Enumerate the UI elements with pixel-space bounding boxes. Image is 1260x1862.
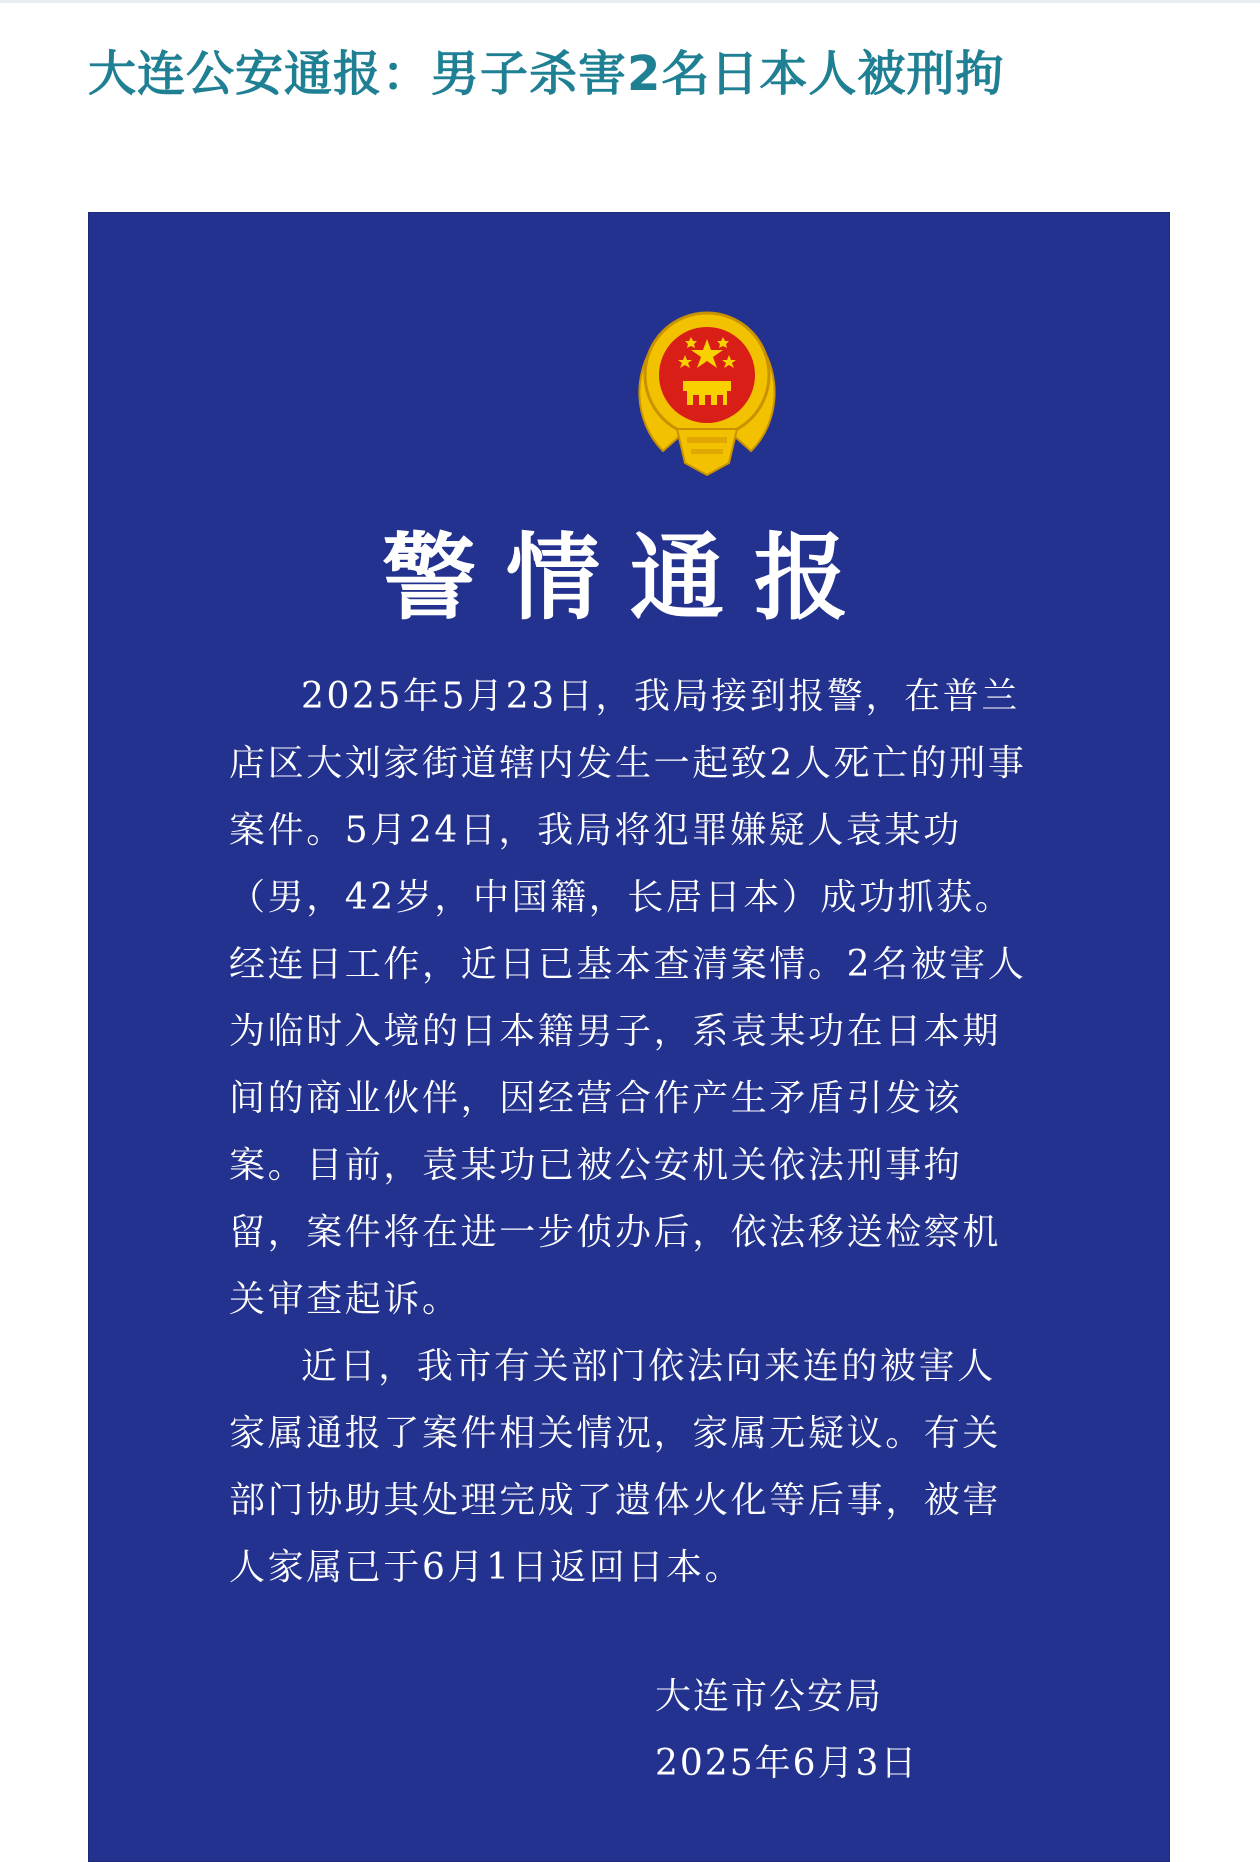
notice-paragraph: 2025年5月23日，我局接到报警，在普兰店区大刘家街道辖内发生一起致2人死亡的刑事案件。5月24日，我局将犯罪嫌疑人袁某功（男，42岁，中国籍，长居日本）成功抓获。经连日工作，近日已基本查清案情。2名被害人为临时入境的日本籍男子，系袁某功在日本期间的商业伙伴，因经营合作产生矛盾引发该案。目前，袁某功已被公安机关依法刑事拘留，案件将在进一步侦办后，依法移送检察机关审查起诉。 <box>229 676 1027 1320</box>
notice-signature <box>89 1663 1170 1797</box>
top-divider <box>0 0 1260 3</box>
notice-title: 警情通报 <box>381 523 878 633</box>
notice-body <box>229 663 1031 1601</box>
article-headline: 大连公安通报：男子杀害2名日本人被刑拘 <box>88 46 1005 102</box>
issuer-name: 大连市公安局 <box>655 1676 884 1717</box>
issue-date: 2025年6月3日 <box>655 1743 919 1784</box>
notice-paragraph: 近日，我市有关部门依法向来连的被害人家属通报了案件相关情况，家属无疑议。有关部门协助其处理完成了遗体火化等后事，被害人家属已于6月1日返回日本。 <box>229 1346 1002 1588</box>
police-emblem-icon <box>625 303 789 479</box>
police-notice-image <box>88 212 1170 1862</box>
